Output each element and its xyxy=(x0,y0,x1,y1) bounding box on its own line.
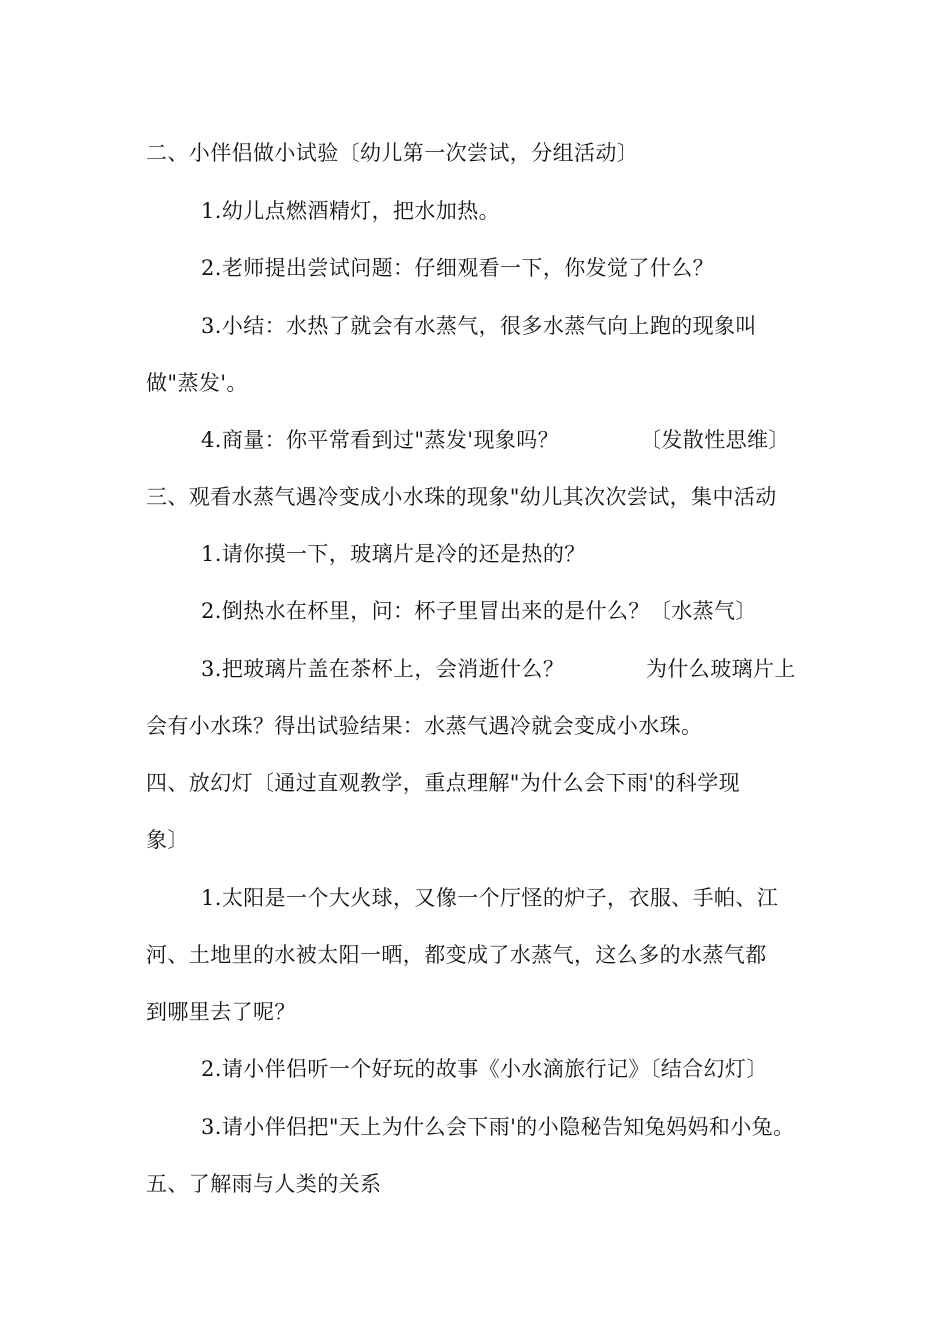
line-text: 1.太阳是一个大火球，又像一个厅怪的炉子，衣服、手帕、江 xyxy=(201,886,779,910)
paragraph-line-note xyxy=(640,426,790,454)
line-text: 3.把玻璃片盖在茶杯上，会消逝什么？ xyxy=(201,657,565,681)
line-text: 1.幼儿点燃酒精灯，把水加热。 xyxy=(201,199,501,223)
line-text: 1.请你摸一下，玻璃片是冷的还是热的？ xyxy=(201,542,586,566)
line-text: 象〕 xyxy=(146,828,189,852)
paragraph-line xyxy=(201,426,559,454)
line-text: 4.商量：你平常看到过"蒸发'现象吗？ xyxy=(201,428,560,452)
paragraph-line xyxy=(201,254,714,282)
section-heading-3 xyxy=(146,483,777,511)
paragraph-line xyxy=(201,655,564,683)
paragraph-line xyxy=(201,597,757,625)
paragraph-line xyxy=(201,540,586,568)
line-text: 为什么玻璃片上 xyxy=(646,657,796,681)
line-text: 河、土地里的水被太阳一晒，都变成了水蒸气，这么多的水蒸气都 xyxy=(146,943,767,967)
line-text: 做"蒸发'。 xyxy=(146,371,248,395)
line-text: 2.老师提出尝试问题：仔细观看一下，你发觉了什么？ xyxy=(201,256,715,280)
section-heading-2 xyxy=(146,139,638,167)
paragraph-line-continued xyxy=(646,655,796,683)
paragraph-line xyxy=(201,1113,794,1141)
paragraph-line xyxy=(146,941,767,969)
heading-text: 二、小伴侣做小试验〔幼儿第一次尝试，分组活动〕 xyxy=(146,141,639,165)
paragraph-line xyxy=(201,1055,768,1083)
line-text: 2.倒热水在杯里，问：杯子里冒出来的是什么？〔水蒸气〕 xyxy=(201,599,757,623)
paragraph-line xyxy=(146,712,702,740)
paragraph-line xyxy=(201,197,500,225)
section-heading-5 xyxy=(146,1170,381,1198)
heading-text: 五、了解雨与人类的关系 xyxy=(146,1172,382,1196)
line-text: 会有小水珠？得出试验结果：水蒸气遇冷就会变成小水珠。 xyxy=(146,714,703,738)
line-text: 2.请小伴侣听一个好玩的故事《小水滴旅行记》〔结合幻灯〕 xyxy=(201,1057,768,1081)
line-text: 〔发散性思维〕 xyxy=(640,428,790,452)
line-text: 3.小结：水热了就会有水蒸气，很多水蒸气向上跑的现象叫 xyxy=(201,314,757,338)
line-text: 到哪里去了呢？ xyxy=(146,1000,296,1024)
paragraph-line xyxy=(146,369,248,397)
heading-text: 三、观看水蒸气遇冷变成小水珠的现象"幼儿其次次尝试，集中活动 xyxy=(146,485,777,509)
paragraph-line xyxy=(146,998,296,1026)
paragraph-line xyxy=(201,312,757,340)
heading-text: 四、放幻灯〔通过直观教学，重点理解"为什么会下雨'的科学现 xyxy=(146,771,741,795)
paragraph-line xyxy=(146,826,189,854)
paragraph-line xyxy=(201,884,778,912)
section-heading-4 xyxy=(146,769,740,797)
line-text: 3.请小伴侣把"天上为什么会下雨'的小隐秘告知兔妈妈和小兔。 xyxy=(201,1115,795,1139)
